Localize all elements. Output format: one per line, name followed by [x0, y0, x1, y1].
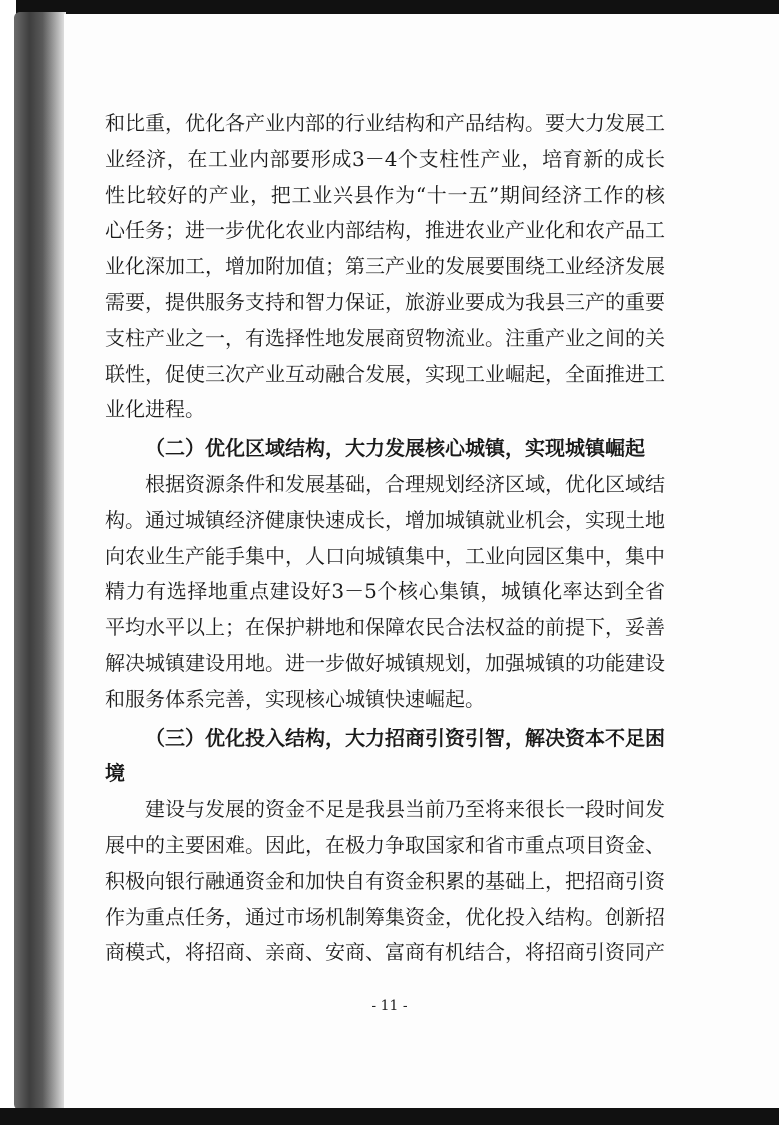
scan-bottom-border	[0, 1108, 779, 1125]
paragraph-regional-structure: 根据资源条件和发展基础，合理规划经济区域，优化区域结构。通过城镇经济健康快速成长，增加城镇就业机会，实现土地向农业生产能手集中，人口向城镇集中，工业向园区集中，集中精力有选择地重点建设好3－5个核心集镇，城镇化率达到全省平均水平以上；在保护耕地和保障农民合法权益的前提下，妥善解决城镇建设用地。进一步做好城镇规划，加强城镇的功能建设和服务体系完善，实现核心城镇快速崛起。	[105, 471, 665, 711]
paragraph-industry-structure: 和比重，优化各产业内部的行业结构和产品结构。要大力发展工业经济，在工业内部要形成3－4个支柱性产业，培育新的成长性比较好的产业，把工业兴县作为“十一五”期间经济工作的核心任务；进一步优化农业内部结构，推进农业产业化和农产品工业化深加工，增加附加值；第三产业的发展要围绕工业经济发展需要，提供服务支持和智力保证，旅游业要成为我县三产的重要支柱产业之一，有选择性地发展商贸物流业。注重产业之间的关联性，促使三次产业互动融合发展，实现工业崛起，全面推进工业化进程。	[105, 111, 665, 422]
book-spine-shadow	[14, 12, 66, 1110]
section-heading-regional-structure: （二）优化区域结构，大力发展核心城镇，实现城镇崛起	[145, 436, 645, 461]
scan-top-border	[0, 0, 779, 14]
document-body	[105, 106, 665, 971]
page-number: - 11 -	[371, 998, 408, 1014]
paragraph-investment-structure: 建设与发展的资金不足是我县当前乃至将来很长一段时间发展中的主要困难。因此，在极力争取国家和省市重点项目资金、积极向银行融通资金和加快自有资金积累的基础上，把招商引资作为重点任务，通过市场机制筹集资金，优化投入结构。创新招商模式，将招商、亲商、安商、富商有机结合，将招商引资同产	[105, 797, 665, 965]
section-heading-investment-structure: （三）优化投入结构，大力招商引资引智，解决资本不足困境	[105, 725, 665, 786]
